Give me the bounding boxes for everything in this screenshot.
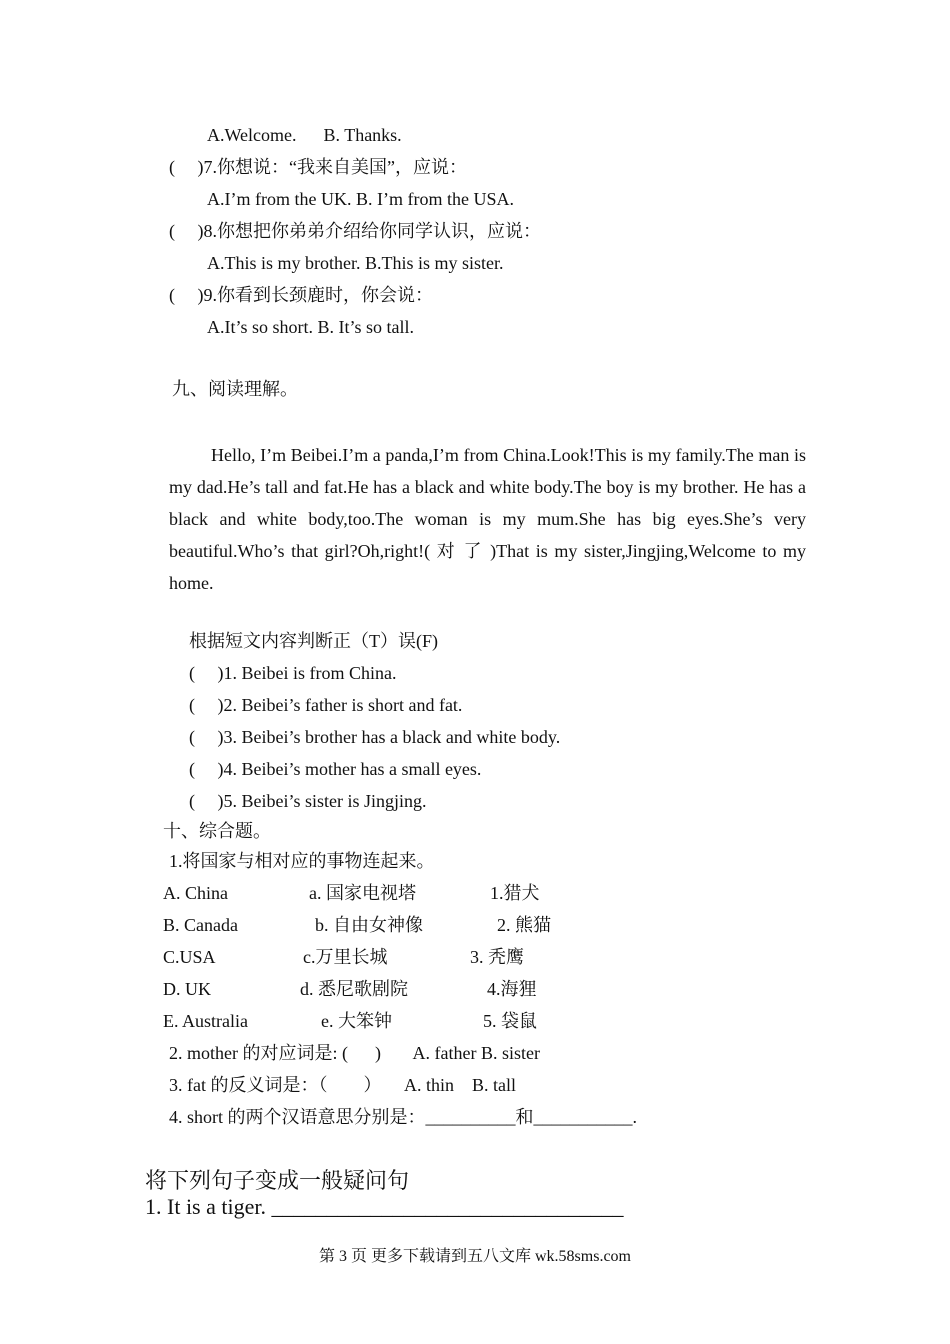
q9-options: A.It’s so short. B. It’s so tall.	[207, 317, 415, 337]
reading-item: ( )2. Beibei’s father is short and fat.	[189, 695, 463, 715]
q6-options: A.Welcome. B. Thanks.	[207, 125, 402, 145]
q8-options: A.This is my brother. B.This is my sister.	[207, 253, 504, 273]
page-footer: 第 3 页 更多下载请到五八文库 wk.58sms.com	[318, 1248, 631, 1265]
q3-antonym: 3. fat 的反义词是：（ ） A. thin B. tall	[169, 1075, 516, 1095]
match-place: c.万里长城	[303, 947, 388, 967]
reading-item: ( )5. Beibei’s sister is Jingjing.	[189, 791, 427, 811]
match-thing: 4.海狸	[487, 979, 537, 999]
q7-options: A.I’m from the UK. B. I’m from the USA.	[207, 189, 514, 209]
match-place: e. 大笨钟	[321, 1011, 392, 1031]
match-country: B. Canada	[163, 915, 238, 935]
q7-prompt: ( )7.你想说：“我来自美国”，应说：	[169, 157, 467, 177]
reading-heading: 九、阅读理解。	[172, 379, 298, 399]
reading-item: ( )3. Beibei’s brother has a black and white body.	[189, 727, 561, 747]
transform-q1: 1. It is a tiger. ________________________________	[145, 1194, 624, 1219]
match-thing: 5. 袋鼠	[483, 1011, 537, 1031]
match-country: E. Australia	[163, 1011, 248, 1031]
reading-instruction: 根据短文内容判断正（T）误(F)	[189, 631, 438, 651]
match-place: a. 国家电视塔	[309, 883, 416, 903]
match-place: b. 自由女神像	[315, 915, 423, 935]
reading-item: ( )4. Beibei’s mother has a small eyes.	[189, 759, 482, 779]
q8-prompt: ( )8.你想把你弟弟介绍给你同学认识，应说：	[169, 221, 541, 241]
q4-meanings: 4. short 的两个汉语意思分别是：__________和___________.	[169, 1107, 637, 1127]
match-country: D. UK	[163, 979, 211, 999]
q2-counterpart: 2. mother 的对应词是: ( ) A. father B. sister	[169, 1043, 540, 1063]
comprehensive-heading: 十、综合题。	[163, 821, 271, 841]
match-country: C.USA	[163, 947, 216, 967]
match-thing: 2. 熊猫	[497, 915, 551, 935]
match-place: d. 悉尼歌剧院	[300, 979, 408, 999]
reading-item: ( )1. Beibei is from China.	[189, 663, 397, 683]
match-thing: 1.猎犬	[490, 883, 540, 903]
match-thing: 3. 秃鹰	[470, 947, 524, 967]
reading-passage: Hello, I’m Beibei.I’m a panda,I’m from China.Look!This is my family.The man is my dad.He’s tall and fat.He has a black and white body.The boy is my brother. He has a black and white body,too.The woman is my mum.She has big eyes.She’s very beautiful.Who’s that girl?Oh,right!( 对 了 )That is my sister,Jingjing,Welcome to my home.	[169, 445, 806, 593]
match-country: A. China	[163, 883, 228, 903]
matching-instruction: 1.将国家与相对应的事物连起来。	[169, 851, 435, 871]
q9-prompt: ( )9.你看到长颈鹿时，你会说：	[169, 285, 433, 305]
transform-heading: 将下列句子变成一般疑问句	[145, 1168, 410, 1193]
